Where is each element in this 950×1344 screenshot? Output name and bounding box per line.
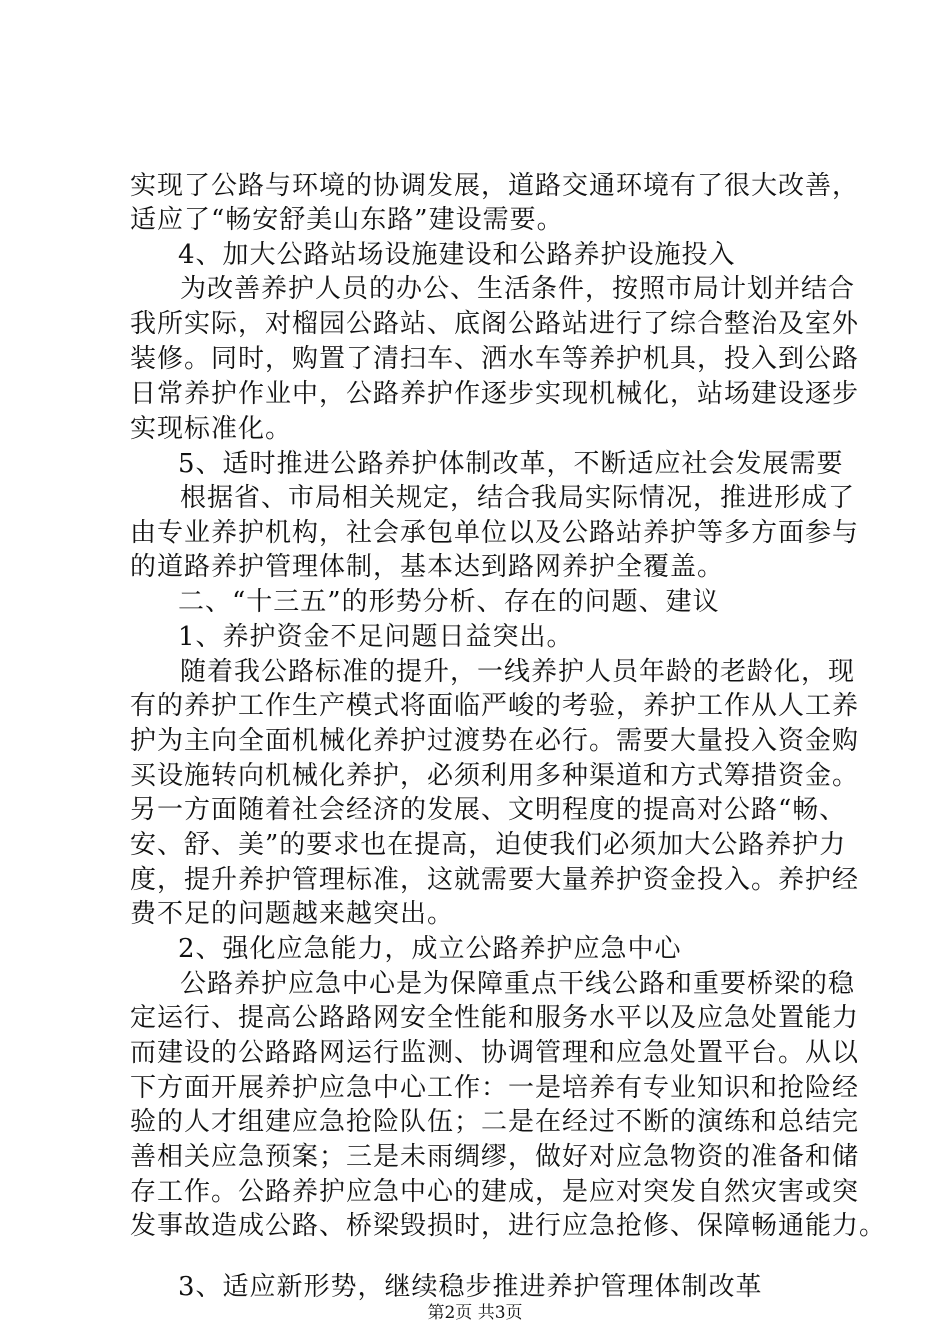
- text-line-2: 适应了“畅安舒美山东路”建设需要。: [130, 205, 564, 235]
- section-heading-3: 3、适应新形势，继续稳步推进养护管理体制改革: [178, 1272, 763, 1302]
- text-line-20: 安、舒、美”的要求也在提高，迫使我们必须加大公路养护力: [130, 830, 847, 860]
- text-line-18: 买设施转向机械化养护，必须利用多种渠道和方式筹措资金。: [130, 761, 860, 791]
- text-line-1: 实现了公路与环境的协调发展，道路交通环境有了很大改善，: [130, 171, 860, 201]
- text-line-28: 验的人才组建应急抢险队伍；二是在经过不断的演练和总结完: [130, 1107, 860, 1137]
- text-line-5: 我所实际，对榴园公路站、底阁公路站进行了综合整治及室外: [130, 309, 860, 339]
- text-line-31: 发事故造成公路、桥梁毁损时，进行应急抢修、保障畅通能力。: [130, 1211, 887, 1241]
- section-heading-5: 5、适时推进公路养护体制改革，不断适应社会发展需要: [178, 449, 844, 479]
- text-line-30: 存工作。公路养护应急中心的建成，是应对突发自然灾害或突: [130, 1177, 860, 1207]
- text-line-27: 下方面开展养护应急中心工作：一是培养有专业知识和抢险经: [130, 1073, 860, 1103]
- text-line-29: 善相关应急预案；三是未雨绸缪，做好对应急物资的准备和储: [130, 1142, 860, 1172]
- text-line-7: 日常养护作业中，公路养护作逐步实现机械化，站场建设逐步: [130, 379, 860, 409]
- text-line-25: 定运行、提高公路路网安全性能和服务水平以及应急处置能力: [130, 1003, 860, 1033]
- text-line-6: 装修。同时，购置了清扫车、洒水车等养护机具，投入到公路: [130, 344, 860, 374]
- text-line-22: 费不足的问题越来越突出。: [130, 899, 455, 929]
- text-line-24: 公路养护应急中心是为保障重点干线公路和重要桥梁的稳: [180, 969, 856, 999]
- section-heading-1: 1、养护资金不足问题日益突出。: [178, 622, 574, 652]
- section-heading-4: 4、加大公路站场设施建设和公路养护设施投入: [178, 240, 736, 270]
- section-heading-2: 2、强化应急能力，成立公路养护应急中心: [178, 934, 682, 964]
- text-line-8: 实现标准化。: [130, 414, 293, 444]
- text-line-16: 有的养护工作生产模式将面临严峻的考验，养护工作从人工养: [130, 691, 860, 721]
- text-line-19: 另一方面随着社会经济的发展、文明程度的提高对公路“畅、: [130, 795, 847, 825]
- text-line-4: 为改善养护人员的办公、生活条件，按照市局计划并结合: [180, 274, 856, 304]
- text-line-26: 而建设的公路路网运行监测、协调管理和应急处置平台。从以: [130, 1038, 860, 1068]
- text-line-11: 由专业养护机构，社会承包单位以及公路站养护等多方面参与: [130, 518, 860, 548]
- text-line-10: 根据省、市局相关规定，结合我局实际情况，推进形成了: [180, 483, 856, 513]
- page-footer: 第2页 共3页: [427, 1303, 523, 1323]
- text-line-15: 随着我公路标准的提升，一线养护人员年龄的老龄化，现: [180, 657, 856, 687]
- text-line-12: 的道路养护管理体制，基本达到路网养护全覆盖。: [130, 552, 725, 582]
- text-line-17: 护为主向全面机械化养护过渡势在必行。需要大量投入资金购: [130, 726, 860, 756]
- text-line-21: 度，提升养护管理标准，这就需要大量养护资金投入。养护经: [130, 865, 860, 895]
- chapter-heading-2: 二、“十三五”的形势分析、存在的问题、建议: [178, 587, 720, 617]
